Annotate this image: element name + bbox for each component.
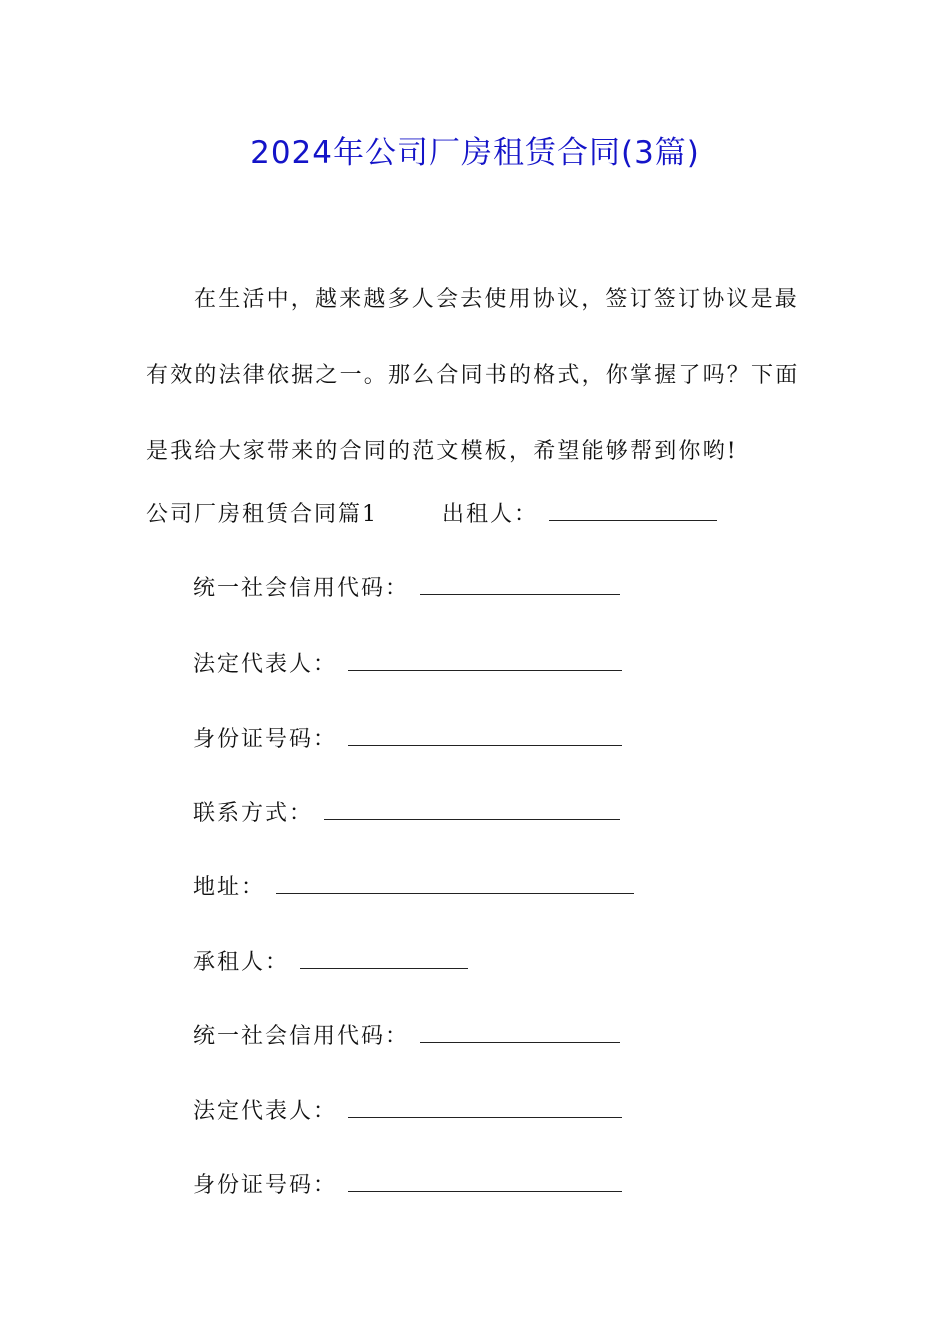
field-label: 法定代表人： bbox=[193, 1099, 338, 1124]
field-blank[interactable] bbox=[348, 715, 622, 746]
lessor-blank[interactable] bbox=[549, 490, 717, 521]
field-blank[interactable] bbox=[348, 1087, 622, 1118]
field-label: 统一社会信用代码： bbox=[193, 576, 410, 601]
field-row bbox=[193, 789, 620, 829]
field-label: 承租人： bbox=[193, 950, 290, 975]
field-blank[interactable] bbox=[348, 640, 622, 671]
field-label: 身份证号码： bbox=[193, 1173, 338, 1198]
field-blank[interactable] bbox=[276, 863, 634, 894]
field-row bbox=[193, 640, 622, 680]
field-row bbox=[193, 1012, 620, 1052]
intro-paragraph: 在生活中，越来越多人会去使用协议，签订签订协议是最有效的法律依据之一。那么合同书的格式，你掌握了吗？下面是我给大家带来的合同的范文模板，希望能够帮到你哟! bbox=[146, 287, 800, 464]
field-row bbox=[193, 938, 468, 978]
field-blank[interactable] bbox=[324, 789, 620, 820]
field-row bbox=[193, 1087, 622, 1127]
lessor-label: 出租人： bbox=[442, 502, 539, 527]
field-row bbox=[193, 564, 620, 604]
field-label: 统一社会信用代码： bbox=[193, 1024, 410, 1049]
field-row bbox=[193, 1161, 622, 1201]
field-blank[interactable] bbox=[420, 564, 620, 595]
field-label: 地址： bbox=[193, 875, 266, 900]
page-title: 2024年公司厂房租赁合同(3篇) bbox=[250, 135, 700, 171]
section-heading-line bbox=[146, 490, 717, 530]
field-row bbox=[193, 863, 634, 903]
field-blank[interactable] bbox=[348, 1161, 622, 1192]
field-blank[interactable] bbox=[300, 938, 468, 969]
field-blank[interactable] bbox=[420, 1012, 620, 1043]
field-label: 联系方式： bbox=[193, 801, 314, 826]
section-heading: 公司厂房租赁合同篇1 bbox=[146, 502, 378, 527]
field-row bbox=[193, 715, 622, 755]
field-label: 身份证号码： bbox=[193, 727, 338, 752]
field-label: 法定代表人： bbox=[193, 652, 338, 677]
